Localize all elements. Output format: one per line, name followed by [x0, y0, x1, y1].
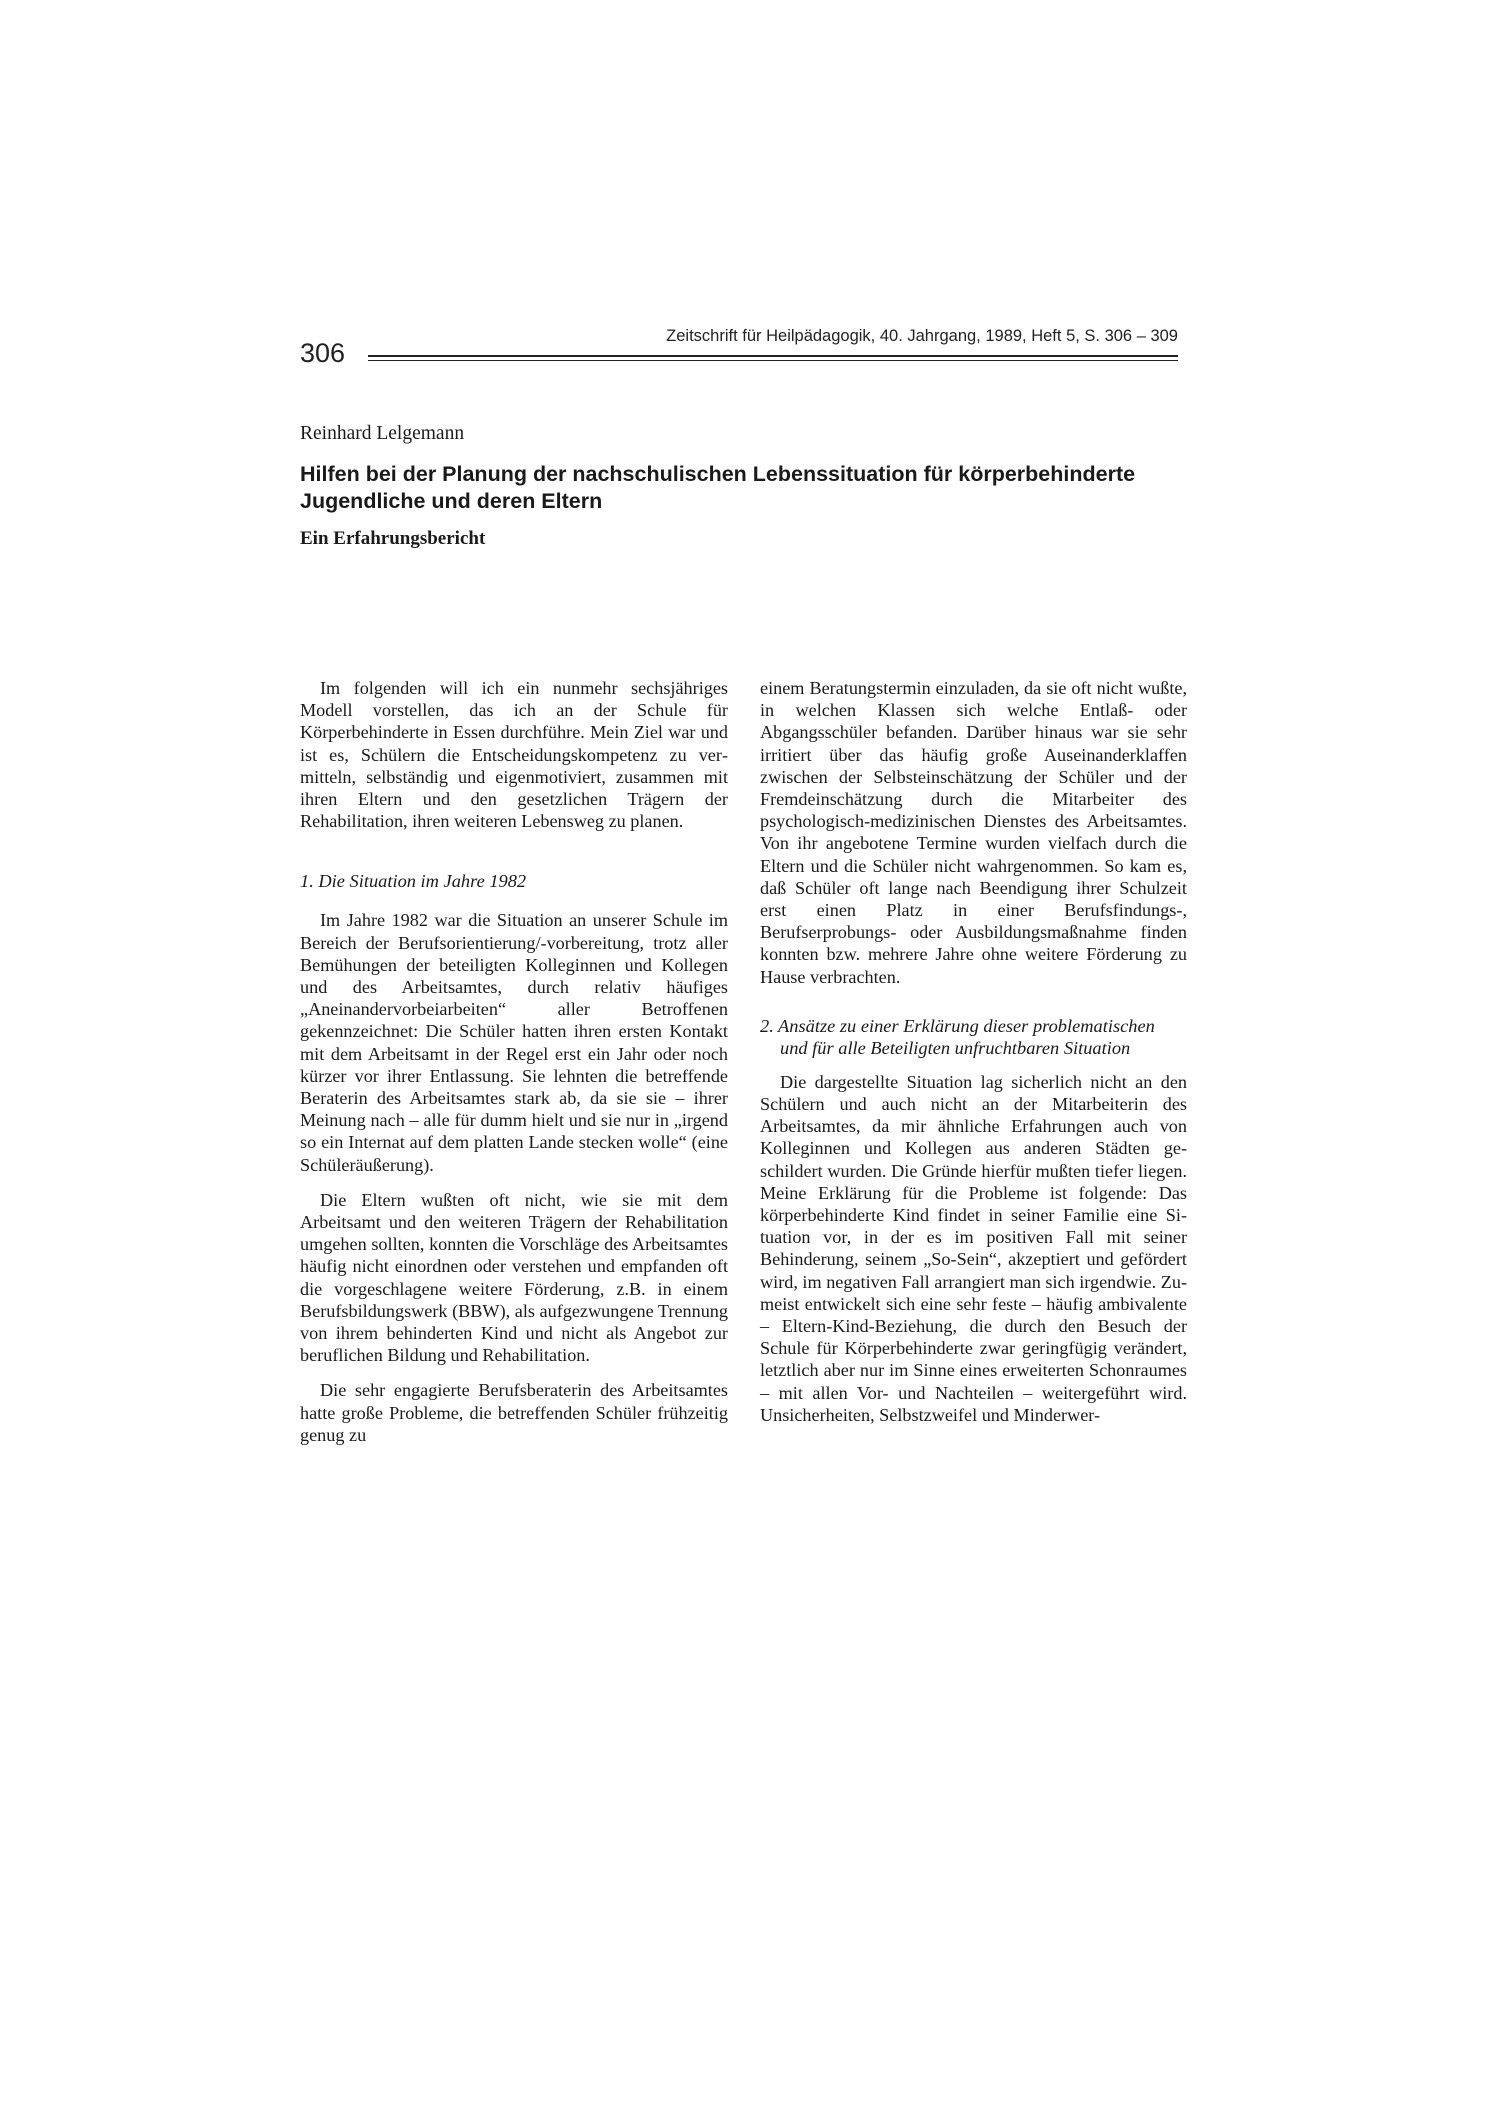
journal-citation: Zeitschrift für Heilpädagogik, 40. Jahrgang, 1989, Heft 5, S. 306 – 309	[666, 327, 1178, 345]
column-left	[300, 677, 728, 1459]
article-title: Hilfen bei der Planung der nachschulischen Lebenssituation für körperbehinderte Jugendliche und deren Eltern	[300, 462, 1136, 513]
paragraph: Im Jahre 1982 war die Situation an unserer Schule im Bereich der Berufsorientierung/-vorbereitung, trotz aller Bemühungen der beteiligten Kolleginnen und Kollegen und des Arbeitsamtes, durch relativ häufiges „Aneinandervorbeiarbeiten“ aller Betroffenen gekennzeichnet: Die Schüler hatten ihren ersten Kontakt mit dem Arbeitsamt in der Regel erst ein Jahr oder noch kürzer vor ihrer Entlassung. Sie lehnten die betreffende Beraterin des Arbeitsamtes stark ab, da sie sie – ihrer Meinung nach – alle für dumm hielt und sie nur in „irgend so ein Internat auf dem platten Lande stecken wolle“ (eine Schüleräußerung).	[300, 910, 728, 1175]
paragraph: Die sehr engagierte Berufsberaterin des Arbeitsamtes hatte große Probleme, die betreffenden Schüler frühzeitig genug zu	[300, 1380, 728, 1445]
header-rule	[368, 355, 1178, 357]
paragraph: Die dargestellte Situation lag sicherlich nicht an den Schülern und auch nicht an der Mitarbeiterin des Arbeitsamtes, da mir ähnliche Erfahrungen auch von Kolleginnen und Kollegen aus anderen Städten geschildert wurden. Die Gründe hierfür mußten tiefer liegen. Meine Erklärung für die Probleme ist folgende: Das körperbehinderte Kind findet in seiner Familie eine Situation vor, in der es im positiven Fall mit seiner Behinderung, seinem „So-Sein“, akzeptiert und gefördert wird, im negativen Fall arrangiert man sich irgendwie. Zumeist entwickelt sich eine sehr feste – häufig ambivalente – Eltern-Kind-Beziehung, die durch den Besuch der Schule für Körperbehinderte zwar geringfügig verändert, letztlich aber nur im Sinne eines erweiterten Schonraumes – mit allen Vor- und Nachteilen – weitergeführt wird. Unsicherheiten, Selbstzweifel und Minderwer-	[760, 1071, 1187, 1425]
author: Reinhard Lelgemann	[300, 423, 465, 444]
page-number: 306	[300, 338, 346, 368]
paragraph-continued: einem Beratungstermin einzuladen, da sie oft nicht wußte, in welchen Klassen sich welche Entlaß- oder Abgangsschüler befanden. Darüber hinaus war sie sehr irritiert über das häufig große Auseinanderklaffen zwischen der Selbsteinschätzung der Schüler und der Fremdeinschätzung durch die Mitarbeiter des psychologisch-medizinischen Dienstes des Arbeitsamtes. Von ihr angebotene Termine wurden vielfach durch die Eltern und die Schüler nicht wahrgenommen. So kam es, daß Schüler oft lange nach Beendigung ihrer Schulzeit erst einen Platz in einer Berufsfindungs-, Berufserprobungs- oder Ausbildungsmaßnahme finden konnten bzw. mehrere Jahre ohne weitere Förderung zu Hause verbrachten.	[760, 678, 1187, 987]
paragraph: Die Eltern wußten oft nicht, wie sie mit dem Arbeitsamt und den weiteren Trägern der Rehabilitation umgehen sollten, konnten die Vorschläge des Arbeitsamtes häufig nicht einordnen oder verstehen und empfanden oft die vorgeschlagene weitere Förderung, z.B. in einem Berufsbildungswerk (BBW), als aufgezwungene Trennung von ihrem behinderten Kind und nicht als Angebot zur beruflichen Bildung und Rehabilitation.	[300, 1189, 728, 1366]
article-subtitle: Ein Erfahrungsbericht	[300, 528, 486, 549]
header-rule-thin	[368, 360, 1178, 361]
column-right	[760, 677, 1187, 1439]
section-1-heading: 1. Die Situation im Jahre 1982	[300, 871, 527, 892]
intro-paragraph: Im folgenden will ich ein nunmehr sechsjähriges Modell vorstellen, das ich an der Schule für Körperbehinderte in Essen durchführe. Mein Ziel war und ist es, Schülern die Entscheidungskompetenz zu vermitteln, selbständig und eigenmotiviert, zusammen mit ihren Eltern und den gesetzlichen Trägern der Rehabilitation, ihren weiteren Lebensweg zu planen.	[300, 678, 728, 832]
section-2-heading: 2. Ansätze zu einer Erklärung dieser problematischen und für alle Beteiligten unfruchtbaren Situation	[760, 1015, 1155, 1058]
